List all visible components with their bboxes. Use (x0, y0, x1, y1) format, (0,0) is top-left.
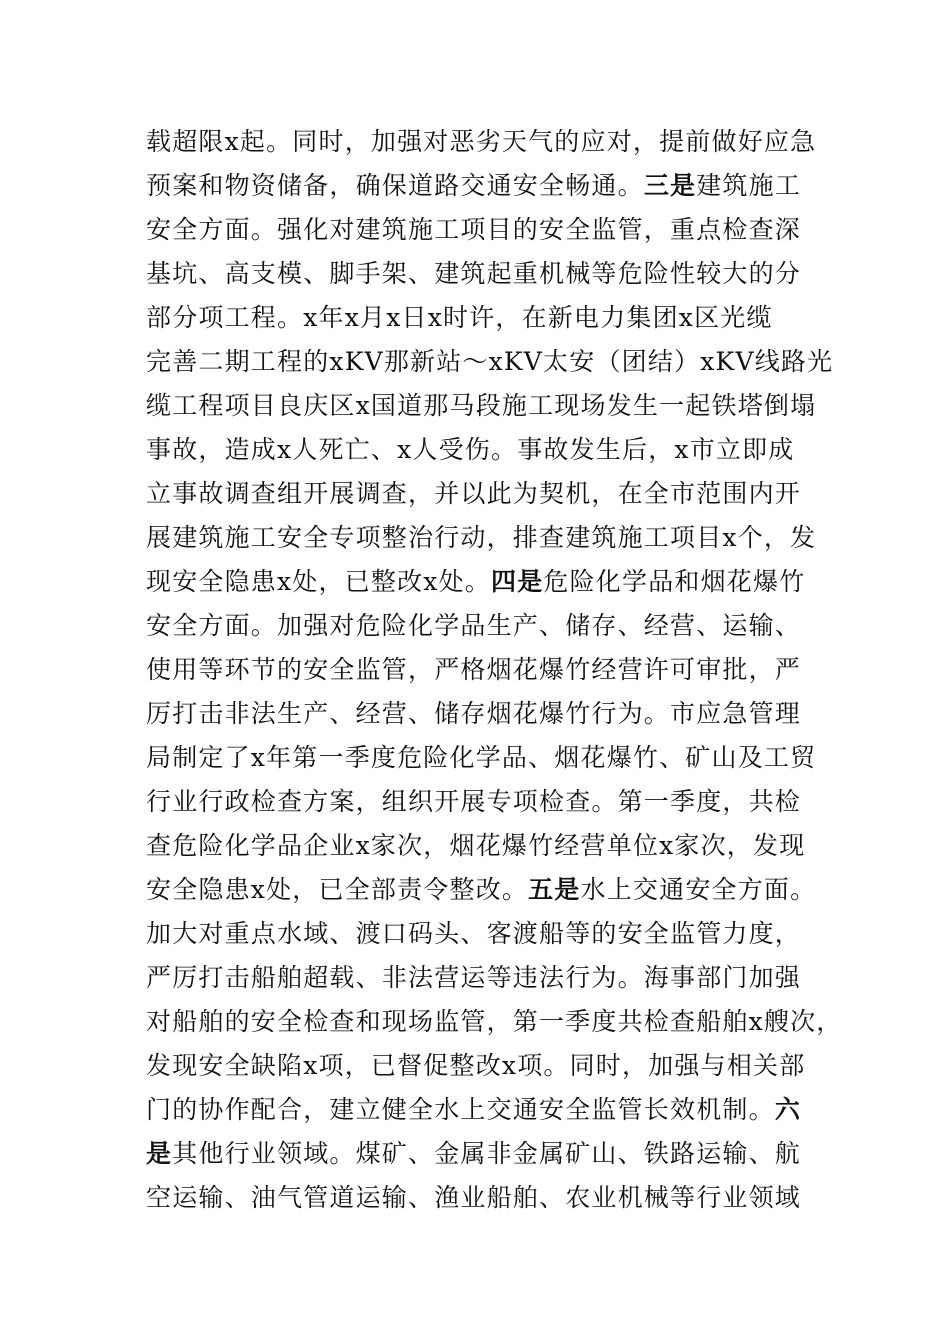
text-line (146, 692, 846, 736)
text-segment: 厉打击非法生产、经营、储存烟花爆竹行为。市应急管理 (146, 699, 802, 728)
text-line (146, 912, 846, 956)
text-line (146, 384, 846, 428)
text-line (146, 208, 846, 252)
text-segment: 安全方面。加强对危险化学品生产、储存、经营、运输、 (146, 611, 802, 640)
text-segment: 立事故调查组开展调查，并以此为契机，在全市范围内开 (146, 479, 802, 508)
text-segment: 行业行政检查方案，组织开展专项检查。第一季度，共检 (146, 787, 802, 816)
text-line (146, 516, 846, 560)
text-line (146, 252, 846, 296)
text-segment: 基坑、高支模、脚手架、建筑起重机械等危险性较大的分 (146, 259, 802, 288)
text-segment: 展建筑施工安全专项整治行动，排查建筑施工项目x个，发 (146, 523, 817, 552)
bold-ordinal-marker: 六 (774, 1095, 802, 1124)
text-line (146, 1044, 846, 1088)
text-segment: 加大对重点水域、渡口码头、客渡船等的安全监管力度， (146, 919, 802, 948)
text-line (146, 164, 846, 208)
bold-ordinal-marker: 三是 (643, 171, 697, 200)
text-line (146, 1176, 846, 1220)
text-segment: 其他行业领域。煤矿、金属非金属矿山、铁路运输、航 (172, 1139, 802, 1168)
text-line (146, 340, 846, 384)
bold-ordinal-marker: 是 (146, 1139, 173, 1168)
text-segment: 预案和物资储备，确保道路交通安全畅通。 (146, 171, 644, 200)
body-text (146, 120, 846, 1220)
text-line (146, 560, 846, 604)
text-line (146, 1088, 846, 1132)
text-segment: 严厉打击船舶超载、非法营运等违法行为。海事部门加强 (146, 963, 802, 992)
text-segment: 水上交通安全方面。 (580, 875, 817, 904)
text-line (146, 120, 846, 164)
text-segment: 安全方面。强化对建筑施工项目的安全监管，重点检查深 (146, 215, 802, 244)
text-line (146, 428, 846, 472)
text-segment: 局制定了x年第一季度危险化学品、烟花爆竹、矿山及工贸 (146, 743, 817, 772)
bold-ordinal-marker: 五是 (528, 875, 581, 904)
text-segment: 部分项工程。x年x月x日x时许，在新电力集团x区光缆 (146, 303, 773, 332)
text-segment: 对船舶的安全检查和现场监管，第一季度共检查船舶x艘次， (146, 1007, 843, 1036)
text-segment: 现安全隐患x处，已整改x处。 (146, 567, 491, 596)
text-segment: 建筑施工 (696, 171, 802, 200)
text-line (146, 824, 846, 868)
text-segment: 使用等环节的安全监管，严格烟花爆竹经营许可审批，严 (146, 655, 802, 684)
text-segment: 完善二期工程的xKV那新站～xKV太安（团结）xKV线路光 (146, 347, 834, 376)
text-segment: 发现安全缺陷x项，已督促整改x项。同时，加强与相关部 (146, 1051, 806, 1080)
text-line (146, 648, 846, 692)
text-line (146, 296, 846, 340)
text-line (146, 604, 846, 648)
text-segment: 载超限x起。同时，加强对恶劣天气的应对，提前做好应急 (146, 127, 817, 156)
text-segment: 查危险化学品企业x家次，烟花爆竹经营单位x家次，发现 (146, 831, 806, 860)
text-line (146, 868, 846, 912)
text-line (146, 956, 846, 1000)
text-line (146, 736, 846, 780)
text-segment: 事故，造成x人死亡、x人受伤。事故发生后，x市立即成 (146, 435, 795, 464)
text-line (146, 1000, 846, 1044)
text-segment: 缆工程项目良庆区x国道那马段施工现场发生一起铁塔倒塌 (146, 391, 817, 420)
text-segment: 危险化学品和烟花爆竹 (543, 567, 806, 596)
bold-ordinal-marker: 四是 (491, 567, 544, 596)
text-line (146, 1132, 846, 1176)
text-segment: 安全隐患x处，已全部责令整改。 (146, 875, 529, 904)
text-segment: 门的协作配合，建立健全水上交通安全监管长效机制。 (146, 1095, 775, 1124)
text-line (146, 472, 846, 516)
text-line (146, 780, 846, 824)
text-segment: 空运输、油气管道运输、渔业船舶、农业机械等行业领域 (146, 1183, 802, 1212)
